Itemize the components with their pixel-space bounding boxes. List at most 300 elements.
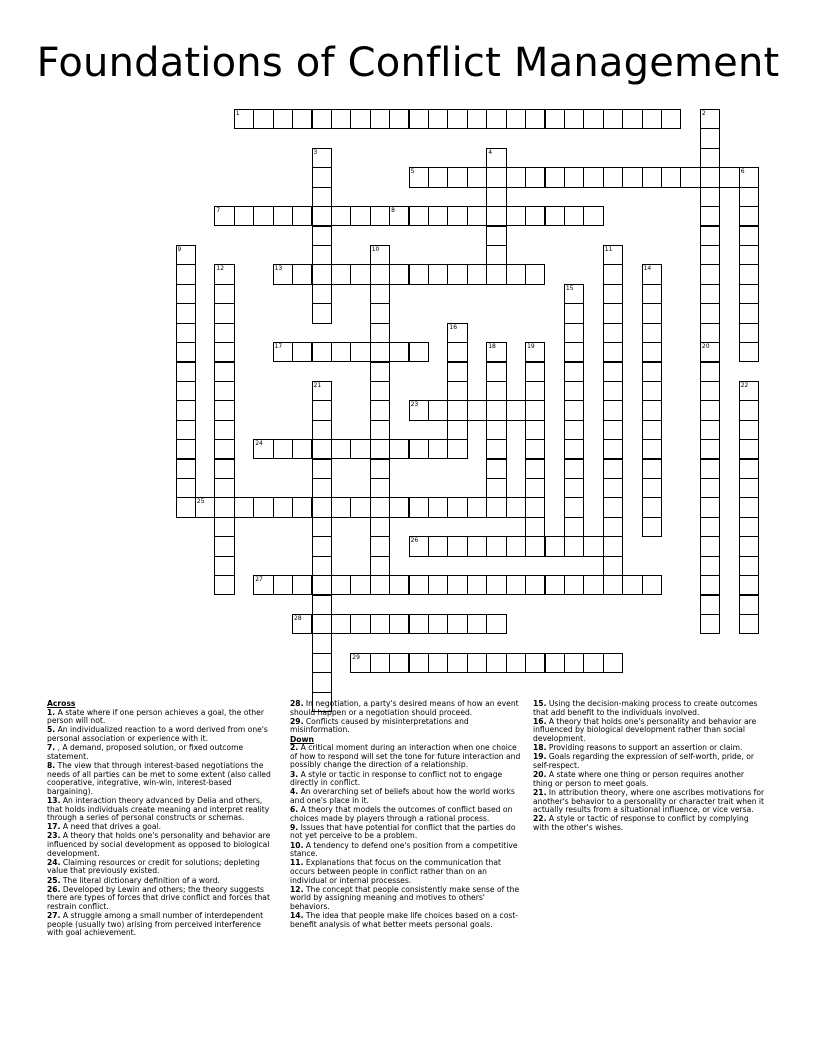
grid-cell[interactable] [176, 323, 196, 343]
grid-cell[interactable] [700, 556, 720, 576]
grid-cell[interactable] [176, 478, 196, 498]
grid-cell[interactable] [642, 459, 662, 479]
grid-cell[interactable] [312, 439, 332, 459]
grid-cell[interactable] [486, 439, 506, 459]
grid-cell[interactable] [312, 536, 332, 556]
grid-cell[interactable] [506, 400, 526, 420]
grid-cell[interactable] [214, 206, 234, 226]
grid-cell[interactable] [350, 614, 370, 634]
grid-cell[interactable] [176, 400, 196, 420]
grid-cell[interactable] [331, 439, 351, 459]
grid-cell[interactable] [447, 614, 467, 634]
grid-cell[interactable] [214, 284, 234, 304]
grid-cell[interactable] [409, 653, 429, 673]
grid-cell[interactable] [486, 187, 506, 207]
grid-cell[interactable] [370, 342, 390, 362]
grid-cell[interactable] [331, 614, 351, 634]
grid-cell[interactable] [739, 400, 759, 420]
grid-cell[interactable] [564, 303, 584, 323]
grid-cell[interactable] [564, 575, 584, 595]
grid-cell[interactable] [350, 342, 370, 362]
grid-cell[interactable] [603, 167, 623, 187]
grid-cell[interactable] [312, 633, 332, 653]
grid-cell[interactable] [214, 459, 234, 479]
grid-cell[interactable] [312, 400, 332, 420]
grid-cell[interactable] [739, 187, 759, 207]
grid-cell[interactable] [525, 109, 545, 129]
grid-cell[interactable] [370, 517, 390, 537]
grid-cell[interactable] [525, 264, 545, 284]
grid-cell[interactable] [739, 536, 759, 556]
grid-cell[interactable] [389, 614, 409, 634]
grid-cell[interactable] [603, 420, 623, 440]
grid-cell[interactable] [273, 497, 293, 517]
grid-cell[interactable] [642, 497, 662, 517]
grid-cell[interactable] [564, 517, 584, 537]
grid-cell[interactable] [642, 323, 662, 343]
grid-cell[interactable] [389, 109, 409, 129]
grid-cell[interactable] [312, 420, 332, 440]
grid-cell[interactable] [370, 439, 390, 459]
grid-cell[interactable] [564, 497, 584, 517]
grid-cell[interactable] [486, 497, 506, 517]
grid-cell[interactable] [312, 109, 332, 129]
grid-cell[interactable] [370, 653, 390, 673]
grid-cell[interactable] [389, 264, 409, 284]
grid-cell[interactable] [176, 303, 196, 323]
grid-cell[interactable] [700, 187, 720, 207]
grid-cell[interactable] [292, 109, 312, 129]
grid-cell[interactable] [176, 439, 196, 459]
grid-cell[interactable] [370, 109, 390, 129]
grid-cell[interactable] [622, 575, 642, 595]
grid-cell[interactable] [486, 362, 506, 382]
grid-cell[interactable] [642, 303, 662, 323]
grid-cell[interactable] [292, 497, 312, 517]
grid-cell[interactable] [312, 284, 332, 304]
grid-cell[interactable] [312, 167, 332, 187]
grid-cell[interactable] [661, 109, 681, 129]
grid-cell[interactable] [700, 128, 720, 148]
grid-cell[interactable] [292, 206, 312, 226]
grid-cell[interactable] [564, 206, 584, 226]
grid-cell[interactable] [564, 167, 584, 187]
grid-cell[interactable] [447, 536, 467, 556]
grid-cell[interactable] [700, 478, 720, 498]
grid-cell[interactable] [370, 400, 390, 420]
grid-cell[interactable] [253, 206, 273, 226]
grid-cell[interactable] [486, 206, 506, 226]
grid-cell[interactable] [312, 614, 332, 634]
grid-cell[interactable] [409, 206, 429, 226]
grid-cell[interactable] [739, 497, 759, 517]
grid-cell[interactable] [214, 536, 234, 556]
grid-cell[interactable] [700, 381, 720, 401]
grid-cell[interactable] [370, 284, 390, 304]
grid-cell[interactable] [622, 167, 642, 187]
grid-cell[interactable] [700, 323, 720, 343]
grid-cell[interactable] [447, 575, 467, 595]
grid-cell[interactable] [486, 109, 506, 129]
grid-cell[interactable] [370, 245, 390, 265]
grid-cell[interactable] [739, 478, 759, 498]
grid-cell[interactable] [739, 595, 759, 615]
grid-cell[interactable] [525, 536, 545, 556]
grid-cell[interactable] [409, 497, 429, 517]
grid-cell[interactable] [583, 536, 603, 556]
grid-cell[interactable] [525, 517, 545, 537]
grid-cell[interactable] [506, 497, 526, 517]
grid-cell[interactable] [214, 323, 234, 343]
grid-cell[interactable] [214, 400, 234, 420]
grid-cell[interactable] [389, 653, 409, 673]
grid-cell[interactable] [312, 342, 332, 362]
grid-cell[interactable] [312, 556, 332, 576]
grid-cell[interactable] [389, 206, 409, 226]
grid-cell[interactable] [467, 653, 487, 673]
grid-cell[interactable] [603, 653, 623, 673]
grid-cell[interactable] [467, 264, 487, 284]
grid-cell[interactable] [273, 109, 293, 129]
grid-cell[interactable] [564, 362, 584, 382]
grid-cell[interactable] [700, 303, 720, 323]
grid-cell[interactable] [428, 264, 448, 284]
grid-cell[interactable] [312, 264, 332, 284]
grid-cell[interactable] [603, 323, 623, 343]
grid-cell[interactable] [312, 575, 332, 595]
grid-cell[interactable] [642, 478, 662, 498]
grid-cell[interactable] [176, 264, 196, 284]
grid-cell[interactable] [486, 245, 506, 265]
grid-cell[interactable] [428, 653, 448, 673]
grid-cell[interactable] [680, 167, 700, 187]
grid-cell[interactable] [603, 459, 623, 479]
grid-cell[interactable] [214, 497, 234, 517]
grid-cell[interactable] [603, 556, 623, 576]
grid-cell[interactable] [273, 439, 293, 459]
grid-cell[interactable] [525, 381, 545, 401]
grid-cell[interactable] [486, 264, 506, 284]
grid-cell[interactable] [214, 362, 234, 382]
grid-cell[interactable] [486, 381, 506, 401]
grid-cell[interactable] [370, 556, 390, 576]
grid-cell[interactable] [506, 264, 526, 284]
grid-cell[interactable] [447, 323, 467, 343]
grid-cell[interactable] [700, 517, 720, 537]
grid-cell[interactable] [214, 420, 234, 440]
grid-cell[interactable] [447, 264, 467, 284]
grid-cell[interactable] [447, 497, 467, 517]
grid-cell[interactable] [331, 575, 351, 595]
grid-cell[interactable] [273, 575, 293, 595]
grid-cell[interactable] [389, 439, 409, 459]
grid-cell[interactable] [312, 245, 332, 265]
grid-cell[interactable] [642, 167, 662, 187]
grid-cell[interactable] [447, 400, 467, 420]
grid-cell[interactable] [739, 575, 759, 595]
grid-cell[interactable] [467, 206, 487, 226]
grid-cell[interactable] [506, 536, 526, 556]
grid-cell[interactable] [739, 459, 759, 479]
grid-cell[interactable] [564, 284, 584, 304]
grid-cell[interactable] [409, 400, 429, 420]
grid-cell[interactable] [525, 167, 545, 187]
grid-cell[interactable] [370, 575, 390, 595]
grid-cell[interactable] [331, 342, 351, 362]
grid-cell[interactable] [700, 497, 720, 517]
grid-cell[interactable] [370, 420, 390, 440]
grid-cell[interactable] [176, 284, 196, 304]
grid-cell[interactable] [312, 595, 332, 615]
grid-cell[interactable] [642, 517, 662, 537]
grid-cell[interactable] [603, 362, 623, 382]
grid-cell[interactable] [700, 439, 720, 459]
grid-cell[interactable] [447, 653, 467, 673]
grid-cell[interactable] [700, 459, 720, 479]
grid-cell[interactable] [312, 653, 332, 673]
grid-cell[interactable] [486, 400, 506, 420]
grid-cell[interactable] [176, 381, 196, 401]
grid-cell[interactable] [467, 536, 487, 556]
grid-cell[interactable] [467, 167, 487, 187]
grid-cell[interactable] [409, 575, 429, 595]
grid-cell[interactable] [739, 381, 759, 401]
grid-cell[interactable] [700, 342, 720, 362]
grid-cell[interactable] [564, 439, 584, 459]
grid-cell[interactable] [214, 517, 234, 537]
grid-cell[interactable] [739, 342, 759, 362]
grid-cell[interactable] [564, 109, 584, 129]
grid-cell[interactable] [506, 167, 526, 187]
grid-cell[interactable] [486, 575, 506, 595]
grid-cell[interactable] [253, 109, 273, 129]
grid-cell[interactable] [176, 497, 196, 517]
grid-cell[interactable] [176, 362, 196, 382]
grid-cell[interactable] [583, 653, 603, 673]
grid-cell[interactable] [370, 362, 390, 382]
grid-cell[interactable] [642, 439, 662, 459]
grid-cell[interactable] [603, 497, 623, 517]
grid-cell[interactable] [642, 342, 662, 362]
grid-cell[interactable] [545, 653, 565, 673]
grid-cell[interactable] [583, 167, 603, 187]
grid-cell[interactable] [739, 420, 759, 440]
grid-cell[interactable] [273, 206, 293, 226]
grid-cell[interactable] [370, 303, 390, 323]
grid-cell[interactable] [234, 206, 254, 226]
grid-cell[interactable] [292, 575, 312, 595]
grid-cell[interactable] [642, 575, 662, 595]
grid-cell[interactable] [642, 109, 662, 129]
grid-cell[interactable] [370, 381, 390, 401]
grid-cell[interactable] [525, 653, 545, 673]
grid-cell[interactable] [312, 459, 332, 479]
grid-cell[interactable] [603, 536, 623, 556]
grid-cell[interactable] [661, 167, 681, 187]
grid-cell[interactable] [564, 381, 584, 401]
grid-cell[interactable] [409, 167, 429, 187]
grid-cell[interactable] [350, 264, 370, 284]
grid-cell[interactable] [486, 536, 506, 556]
grid-cell[interactable] [622, 109, 642, 129]
grid-cell[interactable] [642, 381, 662, 401]
grid-cell[interactable] [739, 323, 759, 343]
grid-cell[interactable] [603, 245, 623, 265]
grid-cell[interactable] [545, 167, 565, 187]
grid-cell[interactable] [428, 206, 448, 226]
grid-cell[interactable] [642, 284, 662, 304]
grid-cell[interactable] [642, 264, 662, 284]
grid-cell[interactable] [700, 206, 720, 226]
grid-cell[interactable] [292, 264, 312, 284]
grid-cell[interactable] [700, 420, 720, 440]
grid-cell[interactable] [700, 536, 720, 556]
grid-cell[interactable] [447, 362, 467, 382]
grid-cell[interactable] [700, 362, 720, 382]
grid-cell[interactable] [467, 614, 487, 634]
grid-cell[interactable] [506, 206, 526, 226]
grid-cell[interactable] [312, 226, 332, 246]
grid-cell[interactable] [253, 497, 273, 517]
grid-cell[interactable] [739, 439, 759, 459]
grid-cell[interactable] [525, 400, 545, 420]
grid-cell[interactable] [525, 439, 545, 459]
grid-cell[interactable] [331, 497, 351, 517]
grid-cell[interactable] [700, 400, 720, 420]
grid-cell[interactable] [564, 478, 584, 498]
grid-cell[interactable] [486, 226, 506, 246]
grid-cell[interactable] [700, 614, 720, 634]
grid-cell[interactable] [545, 536, 565, 556]
grid-cell[interactable] [447, 381, 467, 401]
grid-cell[interactable] [447, 439, 467, 459]
grid-cell[interactable] [409, 109, 429, 129]
grid-cell[interactable] [370, 264, 390, 284]
grid-cell[interactable] [428, 497, 448, 517]
grid-cell[interactable] [370, 478, 390, 498]
grid-cell[interactable] [525, 206, 545, 226]
grid-cell[interactable] [331, 206, 351, 226]
grid-cell[interactable] [370, 206, 390, 226]
grid-cell[interactable] [739, 303, 759, 323]
grid-cell[interactable] [312, 187, 332, 207]
grid-cell[interactable] [428, 109, 448, 129]
grid-cell[interactable] [234, 109, 254, 129]
grid-cell[interactable] [525, 497, 545, 517]
grid-cell[interactable] [739, 167, 759, 187]
grid-cell[interactable] [214, 264, 234, 284]
grid-cell[interactable] [486, 148, 506, 168]
grid-cell[interactable] [525, 342, 545, 362]
grid-cell[interactable] [739, 614, 759, 634]
grid-cell[interactable] [603, 575, 623, 595]
grid-cell[interactable] [739, 226, 759, 246]
grid-cell[interactable] [700, 109, 720, 129]
grid-cell[interactable] [312, 478, 332, 498]
grid-cell[interactable] [739, 556, 759, 576]
grid-cell[interactable] [428, 167, 448, 187]
grid-cell[interactable] [583, 575, 603, 595]
grid-cell[interactable] [700, 595, 720, 615]
grid-cell[interactable] [719, 167, 739, 187]
grid-cell[interactable] [428, 439, 448, 459]
grid-cell[interactable] [564, 459, 584, 479]
grid-cell[interactable] [525, 420, 545, 440]
grid-cell[interactable] [739, 264, 759, 284]
grid-cell[interactable] [370, 497, 390, 517]
grid-cell[interactable] [525, 362, 545, 382]
grid-cell[interactable] [312, 517, 332, 537]
grid-cell[interactable] [467, 497, 487, 517]
grid-cell[interactable] [312, 303, 332, 323]
grid-cell[interactable] [312, 148, 332, 168]
grid-cell[interactable] [700, 264, 720, 284]
grid-cell[interactable] [564, 420, 584, 440]
grid-cell[interactable] [428, 575, 448, 595]
grid-cell[interactable] [642, 400, 662, 420]
grid-cell[interactable] [642, 362, 662, 382]
grid-cell[interactable] [176, 420, 196, 440]
grid-cell[interactable] [409, 342, 429, 362]
grid-cell[interactable] [525, 575, 545, 595]
grid-cell[interactable] [642, 420, 662, 440]
grid-cell[interactable] [176, 342, 196, 362]
grid-cell[interactable] [506, 109, 526, 129]
grid-cell[interactable] [739, 245, 759, 265]
grid-cell[interactable] [583, 206, 603, 226]
grid-cell[interactable] [350, 109, 370, 129]
grid-cell[interactable] [428, 536, 448, 556]
grid-cell[interactable] [292, 342, 312, 362]
grid-cell[interactable] [214, 439, 234, 459]
grid-cell[interactable] [739, 284, 759, 304]
grid-cell[interactable] [409, 536, 429, 556]
grid-cell[interactable] [273, 342, 293, 362]
grid-cell[interactable] [370, 614, 390, 634]
grid-cell[interactable] [214, 556, 234, 576]
grid-cell[interactable] [603, 109, 623, 129]
grid-cell[interactable] [603, 284, 623, 304]
grid-cell[interactable] [486, 342, 506, 362]
grid-cell[interactable] [370, 323, 390, 343]
grid-cell[interactable] [447, 206, 467, 226]
grid-cell[interactable] [350, 575, 370, 595]
grid-cell[interactable] [467, 400, 487, 420]
grid-cell[interactable] [312, 206, 332, 226]
grid-cell[interactable] [467, 575, 487, 595]
grid-cell[interactable] [447, 109, 467, 129]
grid-cell[interactable] [312, 672, 332, 692]
grid-cell[interactable] [564, 653, 584, 673]
grid-cell[interactable] [331, 264, 351, 284]
grid-cell[interactable] [214, 303, 234, 323]
grid-cell[interactable] [176, 245, 196, 265]
grid-cell[interactable] [700, 226, 720, 246]
grid-cell[interactable] [350, 206, 370, 226]
grid-cell[interactable] [428, 614, 448, 634]
grid-cell[interactable] [700, 148, 720, 168]
grid-cell[interactable] [292, 439, 312, 459]
grid-cell[interactable] [603, 264, 623, 284]
grid-cell[interactable] [486, 167, 506, 187]
grid-cell[interactable] [603, 342, 623, 362]
grid-cell[interactable] [312, 497, 332, 517]
grid-cell[interactable] [467, 109, 487, 129]
grid-cell[interactable] [234, 497, 254, 517]
grid-cell[interactable] [564, 342, 584, 362]
grid-cell[interactable] [176, 459, 196, 479]
grid-cell[interactable] [409, 614, 429, 634]
